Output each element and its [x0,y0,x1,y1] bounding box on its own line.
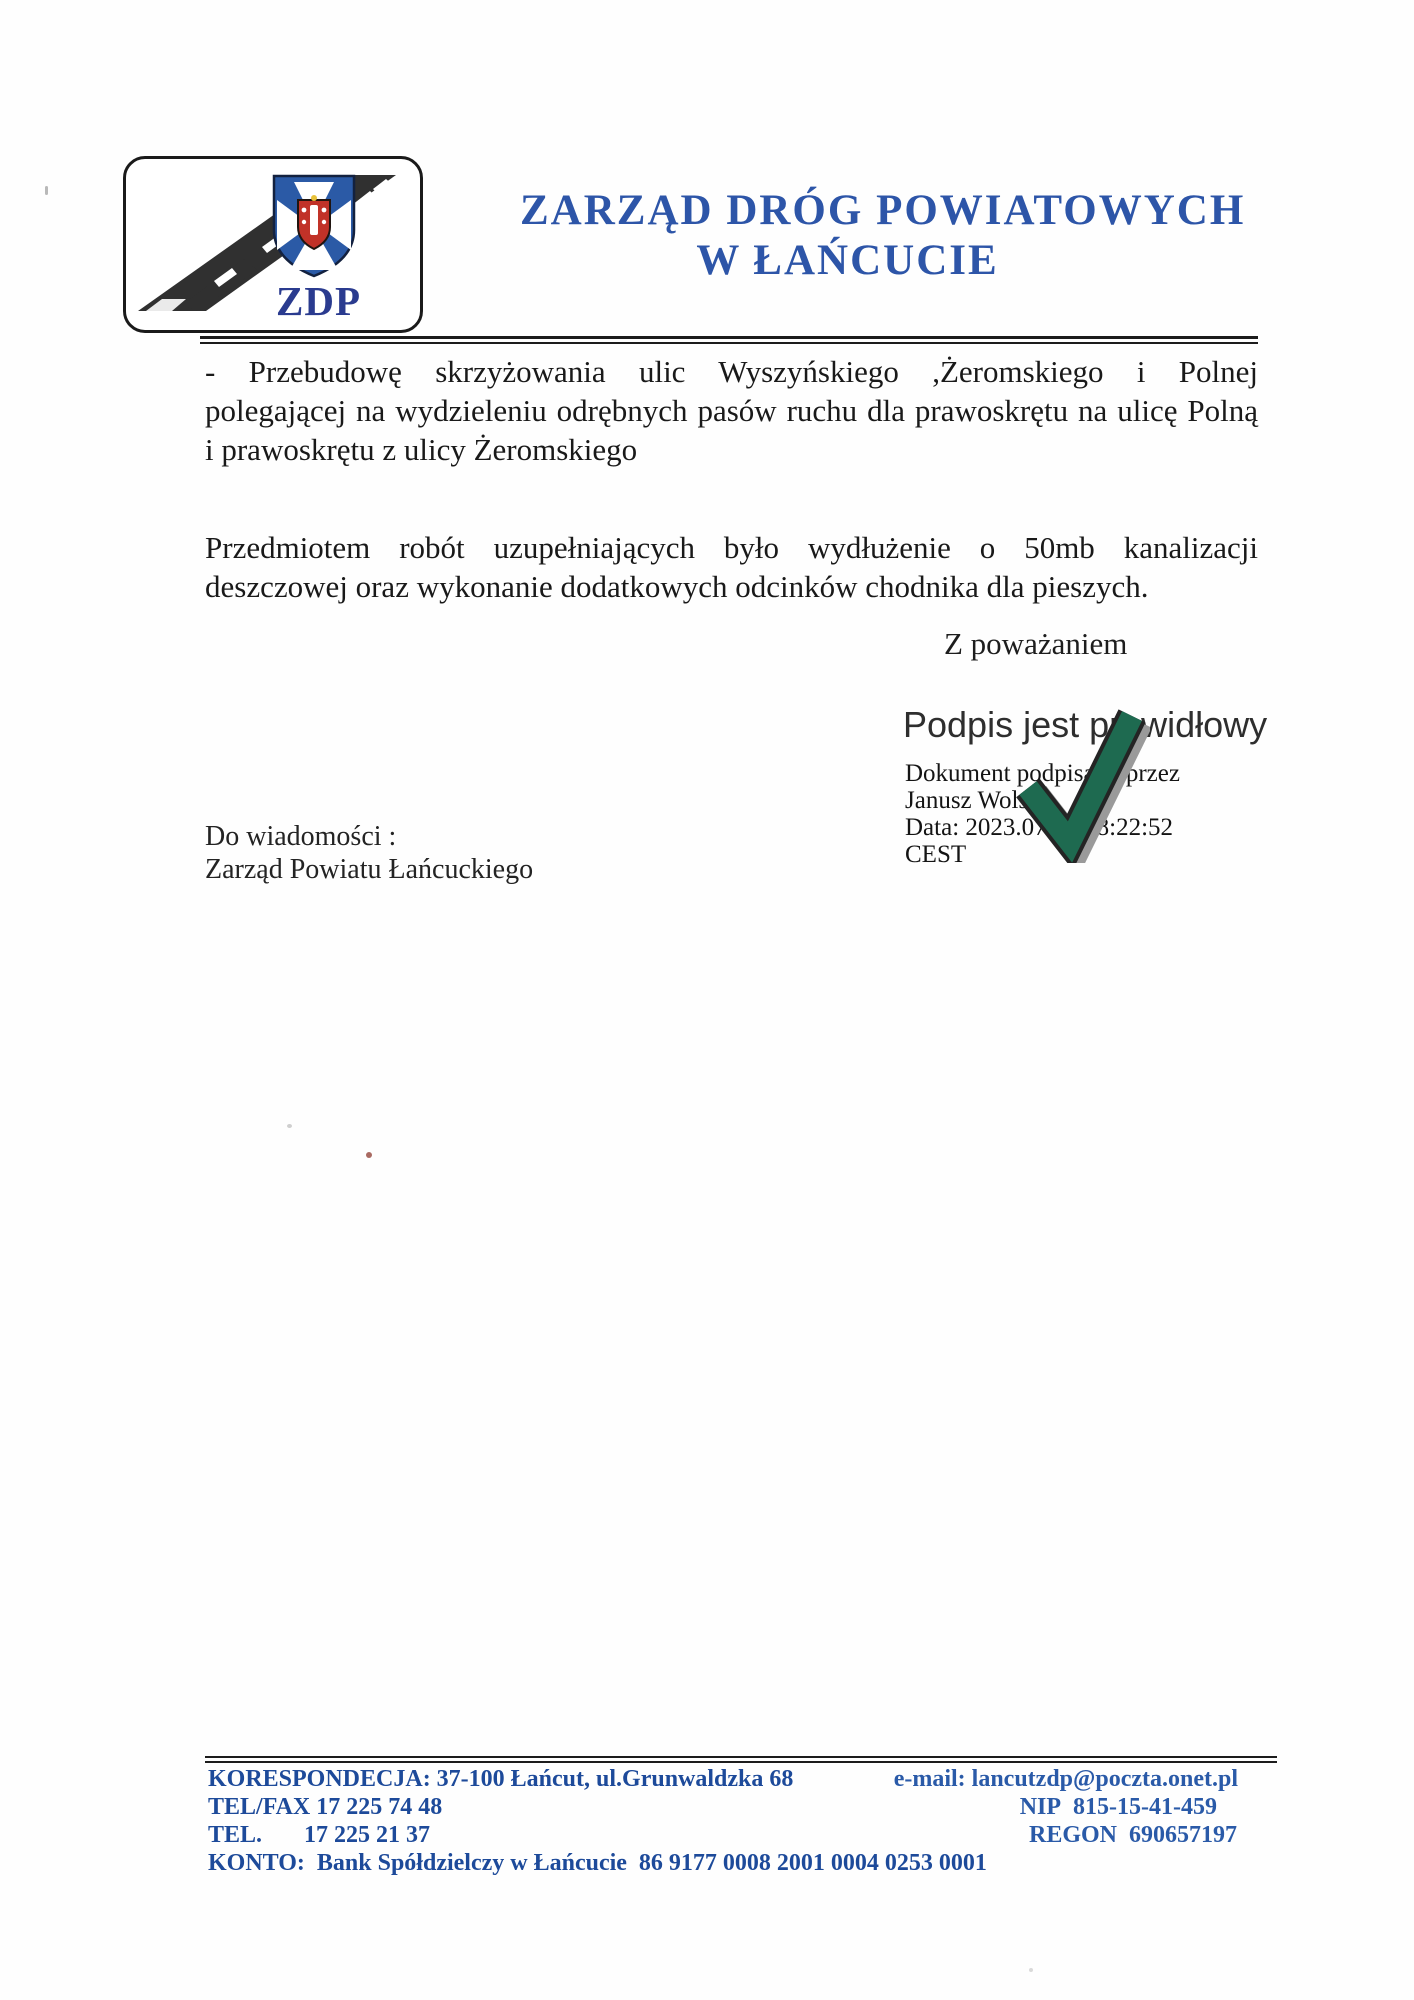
scan-speck [287,1124,292,1128]
paragraph-1-line: i prawoskrętu z ulicy Żeromskiego [205,432,638,467]
footer-email: e-mail: lancutzdp@poczta.onet.pl [893,1766,1238,1792]
coat-of-arms-icon [266,172,362,280]
org-name-line2: W ŁAŃCUCIE [696,237,999,284]
footer-nip: NIP 815-15-41-459 [1019,1794,1217,1820]
closing-salutation: Z poważaniem [944,626,1128,661]
scan-speck [1029,1968,1033,1972]
cc-recipient: Zarząd Powiatu Łańcuckiego [205,854,534,885]
signature-status-text: Podpis jest prawidłowy [903,704,1268,745]
footer-divider [205,1756,1277,1763]
scan-speck [45,186,48,195]
footer-regon: REGON 690657197 [1028,1822,1237,1848]
scan-speck [366,1152,372,1158]
paragraph-2-line: deszczowej oraz wykonanie dodatkowych odcinków chodnika dla pieszych. [205,569,1149,604]
footer-telfax: TEL/FAX 17 225 74 48 [208,1794,443,1820]
letterhead [520,186,1246,285]
paragraph-1 [205,352,1258,469]
paragraph-2-line: Przedmiotem robót uzupełniających było wydłużenie o 50mb kanalizacji [205,530,1258,565]
cc-label: Do wiadomości : [205,821,397,852]
logo-text: ZDP [276,278,361,324]
signature-date: Data: 2023.07.25 08:22:52 [905,814,1174,841]
footer-tel: TEL. 17 225 21 37 [208,1822,431,1848]
signature-signer-name: Janusz Wolski [905,787,1048,814]
paragraph-1-line: polegającej na wydzieleniu odrębnych pasów ruchu dla prawoskrętu na ulicę Polną [205,393,1258,428]
header-divider [200,336,1258,344]
footer-bank-account: KONTO: Bank Spółdzielczy w Łańcucie 86 9177 0008 2001 0004 0253 0001 [208,1850,987,1876]
zdp-logo [123,156,423,333]
cc-block [205,820,533,886]
org-name-line1: ZARZĄD DRÓG POWIATOWYCH [520,187,1246,234]
paragraph-1-line: - Przebudowę skrzyżowania ulic Wyszyńskiego ,Żeromskiego i Polnej [205,354,1258,389]
footer-address: KORESPONDECJA: 37-100 Łańcut, ul.Grunwaldzka 68 [208,1766,794,1792]
valid-signature-check-icon [1000,698,1150,863]
signature-detail-line: Dokument podpisany przez [905,760,1180,787]
signature-timezone: CEST [905,841,967,868]
paragraph-2 [205,528,1258,606]
